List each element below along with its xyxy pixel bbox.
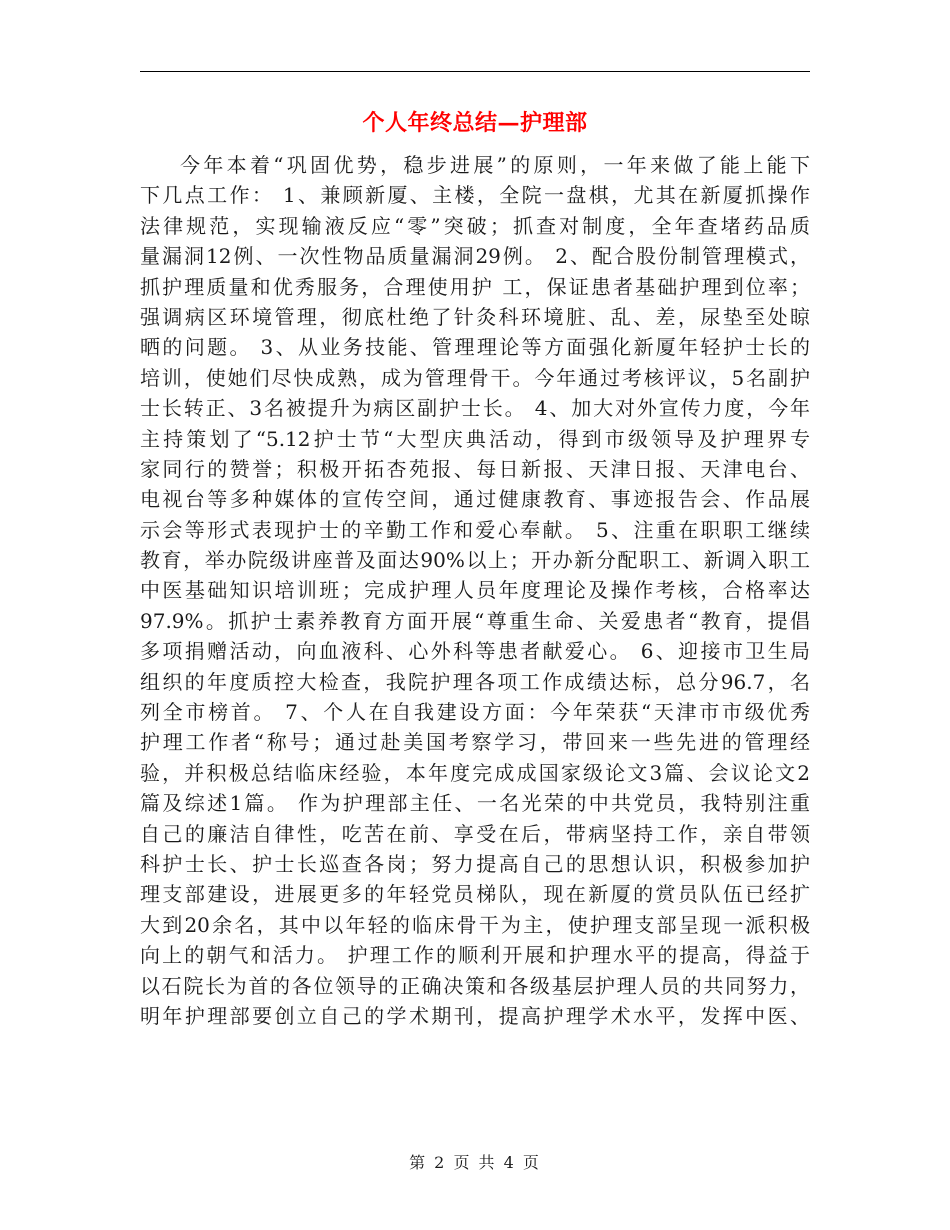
body-line: 中医基础知识培训班；完成护理人员年度理论及操作考核，合格率达 xyxy=(140,578,810,603)
body-line: 大到20余名，其中以年轻的临床骨干为主，使护理支部呈现一派积极 xyxy=(140,912,810,937)
header-rule xyxy=(140,71,810,72)
page-number: 第 2 页 共 4 页 xyxy=(409,1153,541,1172)
body-line: 家同行的赞誉；积极开拓杏苑报、每日新报、天津日报、天津电台、 xyxy=(140,456,810,481)
body-line: 篇及综述1篇。 作为护理部主任、一名光荣的中共党员，我特别注重 xyxy=(140,791,810,816)
body-line: 晒的问题。 3、从业务技能、管理理论等方面强化新厦年轻护士长的 xyxy=(140,335,810,360)
body-line: 明年护理部要创立自己的学术期刊，提高护理学术水平，发挥中医、 xyxy=(140,1003,810,1028)
body-line: 多项捐赠活动，向血液科、心外科等患者献爱心。 6、迎接市卫生局 xyxy=(140,639,810,664)
body-line: 强调病区环境管理，彻底杜绝了针灸科环境脏、乱、差，尿垫至处晾 xyxy=(140,304,810,329)
body-line: 抓护理质量和优秀服务，合理使用护 工，保证患者基础护理到位率； xyxy=(140,274,810,299)
body-line: 向上的朝气和活力。 护理工作的顺利开展和护理水平的提高，得益于 xyxy=(140,943,810,968)
body-line: 主持策划了“5.12护士节“大型庆典活动，得到市级领导及护理界专 xyxy=(140,426,810,451)
body-line: 组织的年度质控大检查，我院护理各项工作成绩达标，总分96.7，名 xyxy=(140,669,810,694)
body-line: 下几点工作： 1、兼顾新厦、主楼，全院一盘棋，尤其在新厦抓操作 xyxy=(140,183,810,208)
body-line: 以石院长为首的各位领导的正确决策和各级基层护理人员的共同努力， xyxy=(140,973,810,998)
body-line: 士长转正、3名被提升为病区副护士长。 4、加大对外宣传力度，今年 xyxy=(140,396,810,421)
body-line: 验，并积极总结临床经验，本年度完成成国家级论文3篇、会议论文2 xyxy=(140,760,810,785)
body-line: 法律规范，实现输液反应“零”突破；抓查对制度，全年查堵药品质 xyxy=(140,213,810,238)
body-line: 科护士长、护士长巡查各岗；努力提高自己的思想认识，积极参加护 xyxy=(140,851,810,876)
body-line: 教育，举办院级讲座普及面达90%以上；开办新分配职工、新调入职工 xyxy=(140,548,810,573)
body-line: 今年本着“巩固优势，稳步进展”的原则，一年来做了能上能下 xyxy=(180,153,810,177)
body-line: 列全市榜首。 7、个人在自我建设方面：今年荣获“天津市市级优秀 xyxy=(140,700,810,725)
body-line: 培训，使她们尽快成熟，成为管理骨干。今年通过考核评议，5名副护 xyxy=(140,365,810,390)
body-line: 理支部建设，进展更多的年轻党员梯队，现在新厦的赏员队伍已经扩 xyxy=(140,882,810,907)
document-title: 个人年终总结—护理部 xyxy=(362,110,588,136)
body-line: 量漏洞12例、一次性物品质量漏洞29例。 2、配合股份制管理模式， xyxy=(140,244,810,269)
body-line: 示会等形式表现护士的辛勤工作和爱心奉献。 5、注重在职职工继续 xyxy=(140,517,810,542)
document-body xyxy=(140,150,810,1031)
body-line: 电视台等多种媒体的宣传空间，通过健康教育、事迹报告会、作品展 xyxy=(140,487,810,512)
body-line: 护理工作者“称号；通过赴美国考察学习，带回来一些先进的管理经 xyxy=(140,730,810,755)
body-line: 97.9%。抓护士素养教育方面开展“尊重生命、关爱患者“教育，提倡 xyxy=(140,608,810,633)
body-line: 自己的廉洁自律性，吃苦在前、享受在后，带病坚持工作，亲自带领 xyxy=(140,821,810,846)
